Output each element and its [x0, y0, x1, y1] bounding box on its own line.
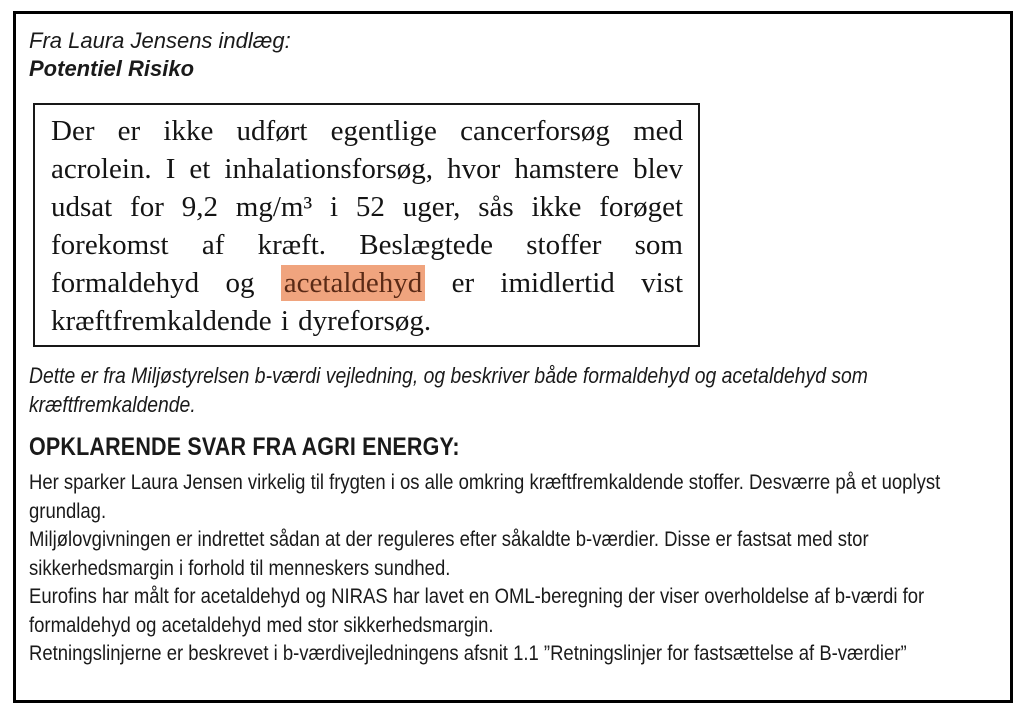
answer-block — [29, 432, 1009, 668]
quote-text-before: Der er ikke udført egentlige cancerforsøg med acrolein. I et inhalationsforsøg, hvor hamstere blev udsat for 9,2 mg/m³ i 52 uger, sås ikke forøget forekomst af kræft. Beslægtede stoffer som formaldehyd og — [51, 115, 683, 299]
intro-title: Potentiel Risiko — [29, 56, 195, 81]
page-frame — [13, 11, 1013, 703]
highlighted-term: acetaldehyd — [281, 265, 425, 301]
answer-heading: OPKLARENDE SVAR FRA AGRI ENERGY: — [29, 433, 460, 461]
commentary-note: Dette er fra Miljøstyrelsen b-værdi vejledning, og beskriver både formaldehyd og acetaldehyd som kræftfremkaldende. — [29, 363, 868, 417]
answer-paragraph: Eurofins har målt for acetaldehyd og NIRAS har lavet en OML-beregning der viser overholdelse af b-værdi for formaldehyd og acetaldehyd med stor sikkerhedsmargin. — [29, 584, 925, 637]
answer-paragraph: Her sparker Laura Jensen virkelig til frygten i os alle omkring kræftfremkaldende stoffer. Desværre på et uoplyst grundlag. — [29, 470, 941, 523]
intro-block — [29, 27, 291, 83]
quote-text-after: er imidlertid vist kræftfremkaldende i dyreforsøg. — [51, 267, 684, 337]
answer-paragraph: Retningslinjerne er beskrevet i b-værdivejledningens afsnit 1.1 ”Retningslinjer for fastsættelse af B-værdier” — [29, 641, 907, 665]
quote-box — [33, 103, 700, 347]
intro-source-line: Fra Laura Jensens indlæg: — [29, 28, 291, 53]
answer-paragraph: Miljølovgivningen er indrettet sådan at der reguleres efter såkaldte b-værdier. Disse er fastsat med stor sikkerhedsmargin i forhold til menneskers sundhed. — [29, 527, 869, 580]
